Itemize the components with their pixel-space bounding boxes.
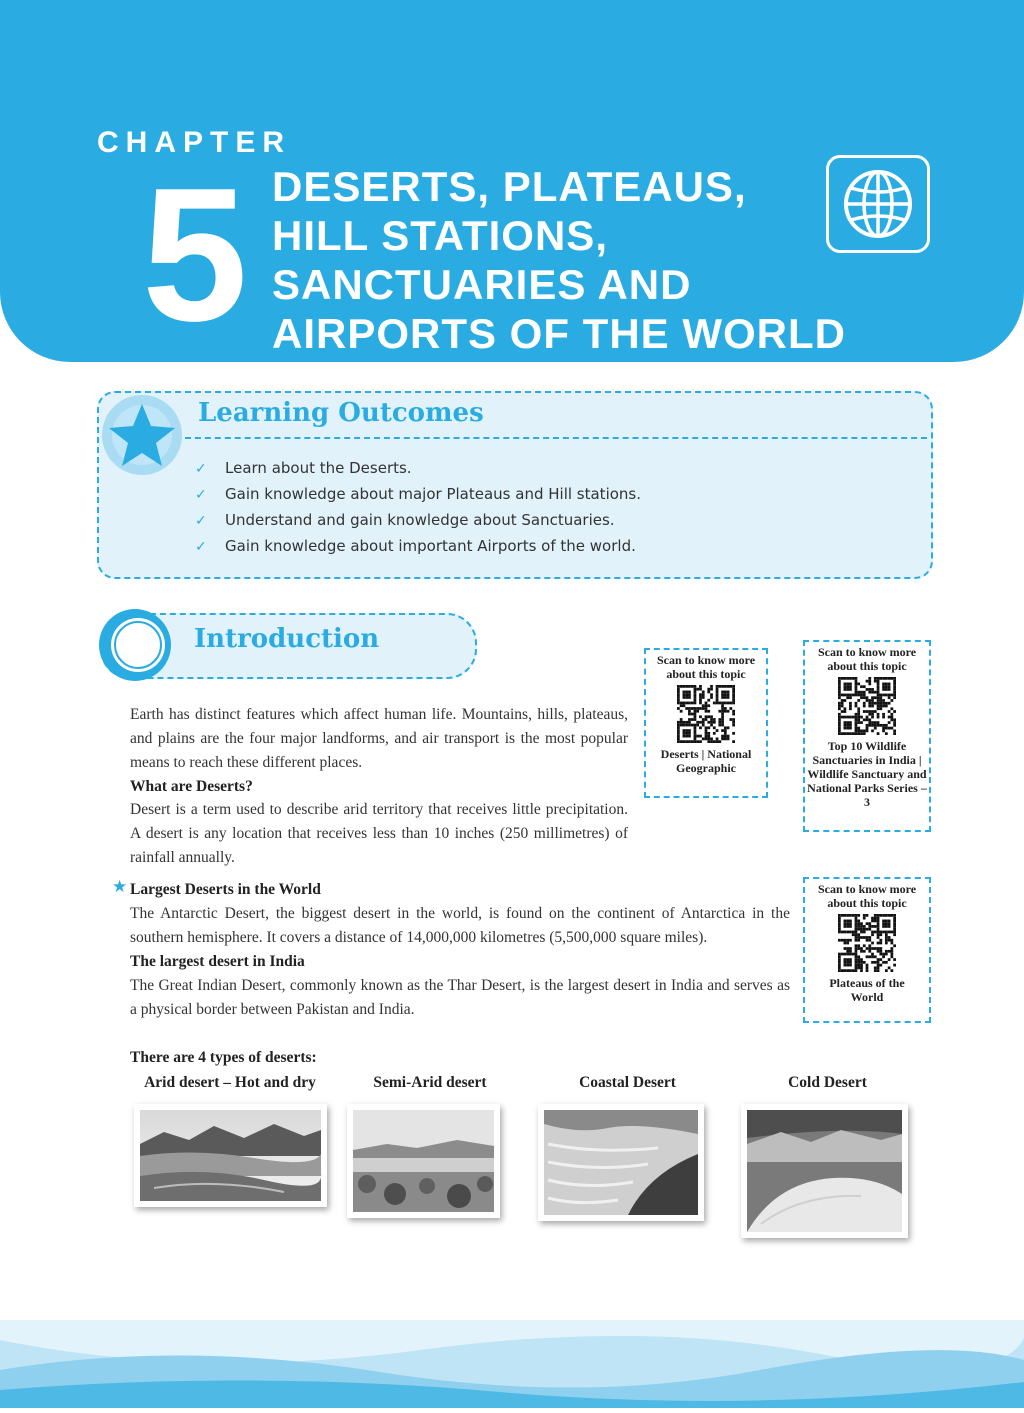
qr-scan-text: Scan to know more about this topic — [817, 645, 917, 673]
chapter-title-line: DESERTS, PLATEAUS, — [272, 163, 747, 210]
star-bullet-icon: ★ — [112, 877, 128, 896]
intro-paragraph: Earth has distinct features which affect human life. Mountains, hills, plateaus, and plains are the four major landforms, and air transport is the most popular means to reach these different places. — [130, 706, 628, 771]
section-heading: The largest desert in India — [130, 953, 305, 970]
cold-desert-photo — [741, 1104, 908, 1238]
qr-card[interactable] — [803, 877, 931, 1023]
divider — [185, 437, 927, 439]
qr-scan-text: Scan to know more about this topic — [656, 653, 756, 681]
qr-code-icon — [838, 914, 896, 972]
ring-icon — [96, 606, 174, 684]
section-heading: Largest Deserts in the World — [130, 881, 321, 898]
qr-caption: Plateaus of the World — [829, 976, 905, 1004]
desert-type-label: Coastal Desert — [579, 1074, 676, 1091]
qr-scan-text: Scan to know more about this topic — [817, 882, 917, 910]
chapter-title — [272, 162, 846, 358]
chapter-number: 5 — [142, 149, 248, 361]
star-icon — [99, 392, 185, 478]
semi-arid-desert-photo — [347, 1104, 500, 1218]
chapter-title-line: SANCTUARIES AND — [272, 261, 692, 308]
coastal-desert-photo — [538, 1104, 704, 1221]
desert-types-heading: There are 4 types of deserts: — [130, 1049, 317, 1066]
list-item: ✓ Gain knowledge about major Plateaus and Hill stations. — [195, 481, 641, 507]
chapter-title-line: HILL STATIONS, — [272, 212, 608, 259]
qr-card[interactable] — [644, 648, 768, 798]
check-icon: ✓ — [195, 487, 207, 503]
chapter-title-line: AIRPORTS OF THE WORLD — [272, 310, 846, 357]
arid-desert-photo — [134, 1104, 327, 1207]
desert-type-label: Arid desert – Hot and dry — [144, 1074, 316, 1091]
check-icon: ✓ — [195, 461, 207, 477]
list-item: ✓ Gain knowledge about important Airports of the world. — [195, 533, 641, 559]
list-item: ✓ Understand and gain knowledge about Sanctuaries. — [195, 507, 641, 533]
learning-outcomes-title: Learning Outcomes — [198, 398, 484, 428]
antarctic-paragraph: The Antarctic Desert, the biggest desert in the world, is found on the continent of Antarctica in the southern hemisphere. It covers a distance of 14,000,000 kilometres (5,500,000 square miles). — [130, 905, 790, 946]
learning-outcomes-list — [195, 455, 641, 559]
check-icon: ✓ — [195, 513, 207, 529]
list-item: ✓ Learn about the Deserts. — [195, 455, 641, 481]
globe-icon — [826, 155, 930, 253]
qr-caption: Top 10 Wildlife Sanctuaries in India | Wildlife Sanctuary and National Parks Series – 3 — [807, 739, 927, 809]
chapter-label: CHAPTER — [97, 126, 292, 159]
qr-code-icon — [838, 677, 896, 735]
desert-type-label: Cold Desert — [788, 1074, 867, 1091]
introduction-title: Introduction — [194, 624, 380, 654]
qr-card[interactable] — [803, 640, 931, 832]
desert-definition: Desert is a term used to describe arid territory that receives little precipitation. A desert is any location that receives less than 10 inches (250 millimetres) of rainfall annually. — [130, 801, 628, 866]
qr-caption: Deserts | National Geographic — [660, 747, 752, 775]
footer-wave-decoration — [0, 1320, 1024, 1408]
thar-paragraph: The Great Indian Desert, commonly known as the Thar Desert, is the largest desert in India and serves as a physical border between Pakistan and India. — [130, 977, 790, 1018]
section-heading: What are Deserts? — [130, 778, 253, 795]
check-icon: ✓ — [195, 539, 207, 555]
qr-code-icon — [677, 685, 735, 743]
desert-type-label: Semi-Arid desert — [373, 1074, 487, 1091]
